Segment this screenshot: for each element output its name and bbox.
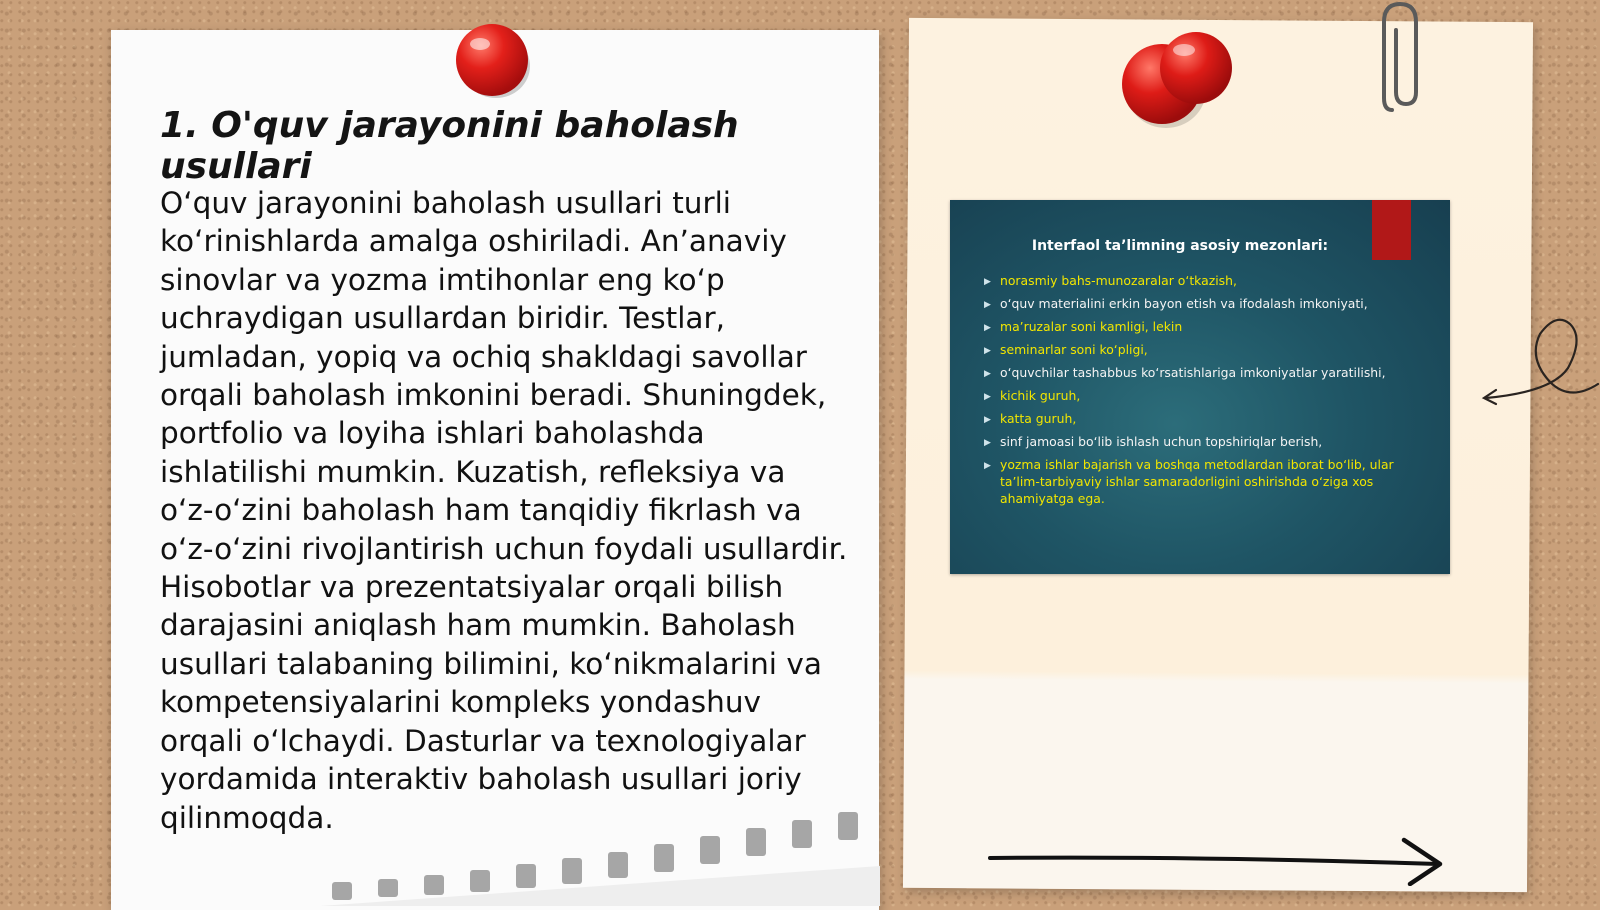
document-body: O‘quv jarayonini baholash usullari turli ko‘rinishlarda amalga oshiriladi. An’anaviy sinovlar va yozma imtihonlar eng ko‘p uchraydigan usullardan biridir. Testlar, jumladan, yopiq va ochiq shakldagi savollar orqali baholash imkonini beradi. Shuningdek, portfolio va loyiha ishlari baholashda ishlatilishi mumkin. Kuzatish, refleksiya va o‘z-o‘zini baholash ham tanqidiy fikrlash va o‘z-o‘zini rivojlantirish uchun foydali usullardir. Hisobotlar va prezentatsiyalar orqali bilish darajasini aniqlash ham mumkin. Baholash usullari talabaning bilimini, ko‘nikmalarini va kompetensiyalarini kompleks yondashuv orqali o‘lchaydi. Dasturlar va texnologiyalar yordamida interaktiv baholash usullari joriy qilinmoqda. bbox=[160, 186, 848, 835]
slide-bullet-list bbox=[984, 272, 1424, 513]
list-item: ▶ sinf jamoasi bo‘lib ishlash uchun topshiriqlar berish, bbox=[984, 433, 1424, 450]
list-item: ▶ ma’ruzalar soni kamligi, lekin bbox=[984, 318, 1424, 335]
list-item: ▶ o‘quv materialini erkin bayon etish va ifodalash imkoniyati, bbox=[984, 295, 1424, 312]
red-pushpin-pair-icon bbox=[1120, 28, 1238, 134]
document-title: 1. O'quv jarayonini baholash usullari bbox=[160, 105, 739, 187]
triangle-bullet-icon: ▶ bbox=[984, 323, 991, 333]
triangle-bullet-icon: ▶ bbox=[984, 438, 991, 448]
triangle-bullet-icon: ▶ bbox=[984, 300, 991, 310]
list-item: ▶ katta guruh, bbox=[984, 410, 1424, 427]
triangle-bullet-icon: ▶ bbox=[984, 461, 991, 471]
list-item: ▶ o‘quvchilar tashabbus ko‘rsatishlariga imkoniyatlar yaratilishi, bbox=[984, 364, 1424, 381]
list-item: ▶ seminarlar soni ko‘pligi, bbox=[984, 341, 1424, 358]
slide-title: Interfaol ta’limning asosiy mezonlari: bbox=[1031, 238, 1329, 254]
red-pushpin-icon bbox=[452, 20, 534, 102]
triangle-bullet-icon: ▶ bbox=[984, 277, 991, 287]
list-item: ▶ kichik guruh, bbox=[984, 387, 1424, 404]
triangle-bullet-icon: ▶ bbox=[984, 415, 991, 425]
paperclip-icon bbox=[1378, 0, 1422, 124]
triangle-bullet-icon: ▶ bbox=[984, 392, 991, 402]
list-item: ▶ yozma ishlar bajarish va boshqa metodlardan iborat bo‘lib, ular ta’lim-tarbiyaviy ishlar samaradorligini oshirishda o‘ziga xos ahamiyatga ega. bbox=[984, 457, 1394, 506]
list-item: ▶ norasmiy bahs-munozaralar o‘tkazish, bbox=[984, 272, 1424, 289]
slide-image bbox=[950, 200, 1450, 574]
triangle-bullet-icon: ▶ bbox=[984, 346, 991, 356]
triangle-bullet-icon: ▶ bbox=[984, 369, 991, 379]
